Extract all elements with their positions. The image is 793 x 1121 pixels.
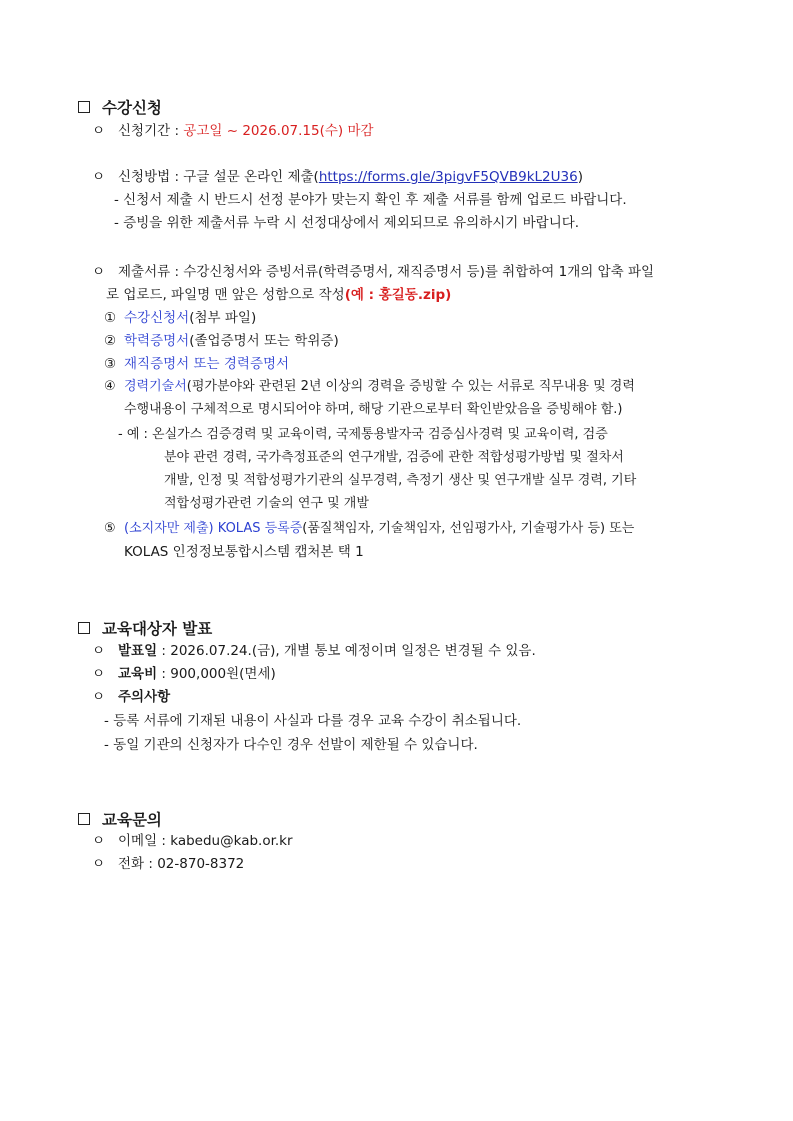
item-desc: (졸업증명서 또는 학위증) <box>189 333 339 349</box>
checkbox-icon <box>78 813 90 825</box>
fee-value: : 900,000원(면세) <box>157 666 276 682</box>
item-name: 재직증명서 또는 경력증명서 <box>124 356 290 372</box>
documents-text: 로 업로드, 파일명 맨 앞은 성함으로 작성 <box>106 287 345 303</box>
section-title-inquiry <box>78 808 162 830</box>
bullet-icon: ㅇ <box>92 169 106 185</box>
item-number: ② <box>104 333 117 349</box>
doc-item <box>104 331 339 351</box>
period-label: 신청기간 : <box>118 123 184 139</box>
bullet-icon: ㅇ <box>92 689 106 705</box>
method-label: 신청방법 : 구글 설문 온라인 제출( <box>118 169 319 185</box>
doc-item <box>104 354 289 374</box>
documents-line1 <box>92 262 654 282</box>
item-desc: (첨부 파일) <box>189 310 257 326</box>
application-method <box>92 167 583 187</box>
bullet-icon: ㅇ <box>92 666 106 682</box>
application-period <box>92 121 374 141</box>
doc-item <box>104 308 256 328</box>
doc-item <box>104 519 634 539</box>
section-title-application <box>78 96 162 118</box>
period-value: 공고일 ~ 2026.07.15(수) 마감 <box>183 123 374 139</box>
announce-date <box>92 641 536 661</box>
item-continuation: 수행내용이 구체적으로 명시되어야 하며, 해당 기관으로부터 확인받았음을 증빙해야 함.) <box>124 402 623 417</box>
notice-label: 주의사항 <box>118 689 171 705</box>
item-name: 학력증명서 <box>124 333 190 349</box>
section-title-text: 교육문의 <box>102 811 162 829</box>
item-example: 분야 관련 경력, 국가측정표준의 연구개발, 검증에 관한 적합성평가방법 및 절차서 <box>164 450 624 465</box>
doc-item <box>104 377 635 397</box>
checkbox-icon <box>78 101 90 113</box>
section-title-text: 교육대상자 발표 <box>102 620 213 638</box>
email-text[interactable]: 이메일 : kabedu@kab.or.kr <box>118 833 293 849</box>
fee-label: 교육비 <box>118 666 158 682</box>
item-name: 경력기술서 <box>124 379 187 394</box>
documents-text: 제출서류 : 수강신청서와 증빙서류(학력증명서, 재직증명서 등)를 취합하여 1개의 압축 파일 <box>118 264 655 280</box>
item-continuation: KOLAS 인정정보통합시스템 캡처본 택 1 <box>124 544 364 560</box>
item-example: 개발, 인정 및 적합성평가기관의 실무경력, 측정기 생산 및 연구개발 실무 경력, 기타 <box>164 473 637 488</box>
bullet-icon: ㅇ <box>92 264 106 280</box>
item-number: ① <box>104 310 117 326</box>
bullet-icon: ㅇ <box>92 123 106 139</box>
tuition-fee <box>92 664 276 684</box>
phone-text: 전화 : 02-870-8372 <box>118 856 245 872</box>
item-example: - 예 : 온실가스 검증경력 및 교육이력, 국제통용발자국 검증심사경력 및 교육이력, 검증 <box>118 427 608 442</box>
method-close: ) <box>577 169 583 185</box>
notice-item: - 등록 서류에 기재된 내용이 사실과 다를 경우 교육 수강이 취소됩니다. <box>104 713 522 729</box>
documents-line2 <box>106 285 451 305</box>
item-number: ③ <box>104 356 117 372</box>
item-number: ⑤ <box>104 521 116 536</box>
bullet-icon: ㅇ <box>92 643 106 659</box>
notice-heading <box>92 687 170 707</box>
contact-phone <box>92 854 244 874</box>
item-desc: (품질책임자, 기술책임자, 선임평가사, 기술평가사 등) 또는 <box>302 521 635 536</box>
bullet-icon: ㅇ <box>92 856 106 872</box>
notice-item: - 동일 기관의 신청자가 다수인 경우 선발이 제한될 수 있습니다. <box>104 737 478 753</box>
item-example: 적합성평가관련 기술의 연구 및 개발 <box>164 496 369 511</box>
item-name: (소지자만 제출) KOLAS 등록증 <box>124 521 303 536</box>
announce-value: : 2026.07.24.(금), 개별 통보 예정이며 일정은 변경될 수 있음. <box>157 643 536 659</box>
item-number: ④ <box>104 379 116 394</box>
contact-email <box>92 831 293 851</box>
method-note: - 증빙을 위한 제출서류 누락 시 선정대상에서 제외되므로 유의하시기 바랍니다. <box>114 215 580 231</box>
documents-example: (예 : 홍길동.zip) <box>344 287 452 303</box>
item-desc: (평가분야와 관련된 2년 이상의 경력을 증빙할 수 있는 서류로 직무내용 및 경력 <box>186 379 635 394</box>
checkbox-icon <box>78 622 90 634</box>
section-title-announcement <box>78 617 212 639</box>
method-note: - 신청서 제출 시 반드시 선정 분야가 맞는지 확인 후 제출 서류를 함께 업로드 바랍니다. <box>114 192 627 208</box>
announce-label: 발표일 <box>118 643 158 659</box>
item-name: 수강신청서 <box>124 310 190 326</box>
form-link[interactable]: https://forms.gle/3pigvF5QVB9kL2U36 <box>318 169 578 185</box>
section-title-text: 수강신청 <box>102 99 162 117</box>
bullet-icon: ㅇ <box>92 833 106 849</box>
